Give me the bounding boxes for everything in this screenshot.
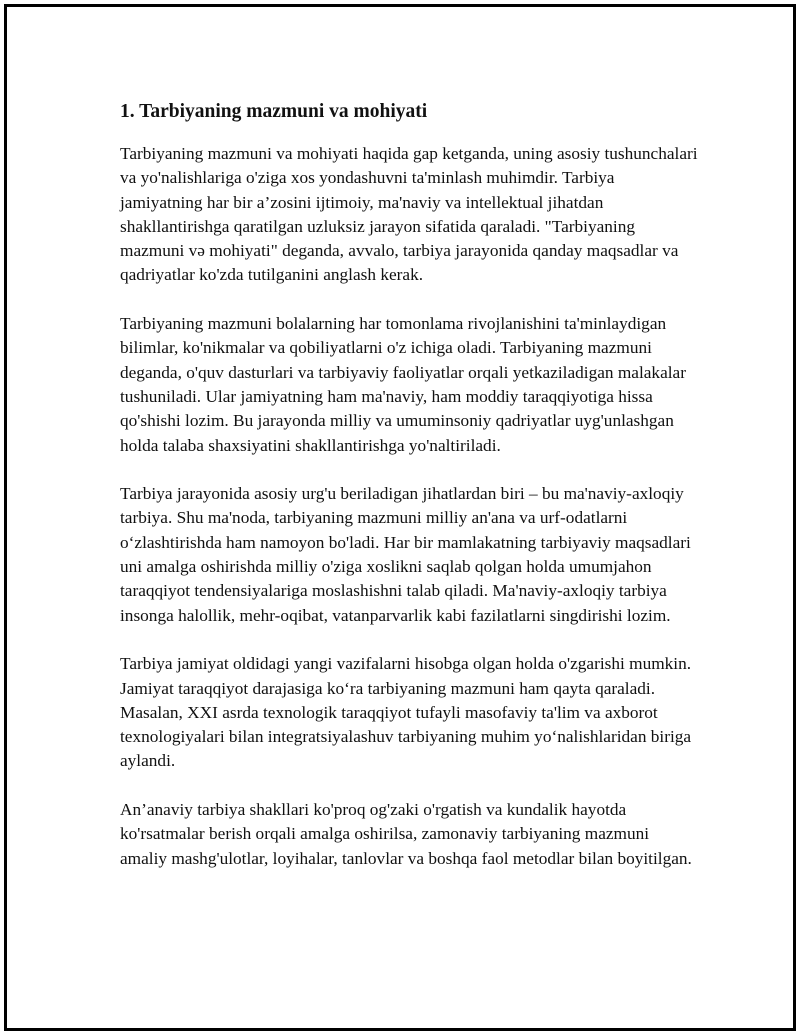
paragraph-4: Tarbiya jamiyat oldidagi yangi vazifalarni hisobga olgan holda o'zgarishi mumkin. Jamiyat taraqqiyot darajasiga ko‘ra tarbiyaning mazmuni ham qayta qaraladi. Masalan, XXI asrda texnologik taraqqiyot tufayli masofaviy ta'lim va axborot texnologiyalari bilan integratsiyalashuv tarbiyaning muhim yo‘nalishlaridan biriga aylandi. xyxy=(120,654,692,771)
document-body xyxy=(120,99,700,895)
paragraph-2: Tarbiyaning mazmuni bolalarning har tomonlama rivojlanishini ta'minlaydigan bilimlar, ko'nikmalar va qobiliyatlarni o'z ichiga oladi. Tarbiyaning mazmuni deganda, o'quv dasturlari va tarbiyaviy faoliyatlar orqali yetkaziladigan malakalar tushuniladi. Ular jamiyatning ham ma'naviy, ham moddiy taraqqiyotiga hissa qo'shishi lozim. Bu jarayonda milliy va umuminsoniy qadriyatlar uyg'unlashgan holda talaba shaxsiyatini shakllantirishga yo'naltiriladi. xyxy=(120,314,686,455)
paragraph-5: An’anaviy tarbiya shakllari ko'proq og'zaki o'rgatish va kundalik hayotda ko'rsatmalar berish orqali amalga oshirilsa, zamonaviy tarbiyaning mazmuni amaliy mashg'ulotlar, loyihalar, tanlovlar va boshqa faol metodlar bilan boyitilgan. xyxy=(120,800,692,868)
page-frame xyxy=(4,4,796,1031)
paragraph-3: Tarbiya jarayonida asosiy urg'u beriladigan jihatlardan biri – bu ma'naviy-axloqiy tarbiya. Shu ma'noda, tarbiyaning mazmuni milliy an'ana va urf-odatlarni o‘zlashtirishda ham namoyon bo'ladi. Har bir mamlakatning tarbiyaviy maqsadlari uni amalga oshirishda milliy o'ziga xoslikni saqlab qolgan holda umumjahon taraqqiyot tendensiyalariga moslashishni talab qiladi. Ma'naviy-axloqiy tarbiya insonga halollik, mehr-oqibat, vatanparvarlik kabi fazilatlarni singdirishi lozim. xyxy=(120,484,691,625)
paragraph-1: Tarbiyaning mazmuni va mohiyati haqida gap ketganda, uning asosiy tushunchalari va yo'nalishlariga o'ziga xos yondashuvni ta'minlash muhimdir. Tarbiya jamiyatning har bir a’zosini ijtimoiy, ma'naviy va intellektual jihatdan shakllantirishga qaratilgan uzluksiz jarayon sifatida qaraladi. "Tarbiyaning mazmuni və mohiyati" deganda, avvalo, tarbiya jarayonida qanday maqsadlar va qadriyatlar ko'zda tutilganini anglash kerak. xyxy=(120,144,698,285)
section-heading: 1. Tarbiyaning mazmuni va mohiyati xyxy=(120,101,428,122)
